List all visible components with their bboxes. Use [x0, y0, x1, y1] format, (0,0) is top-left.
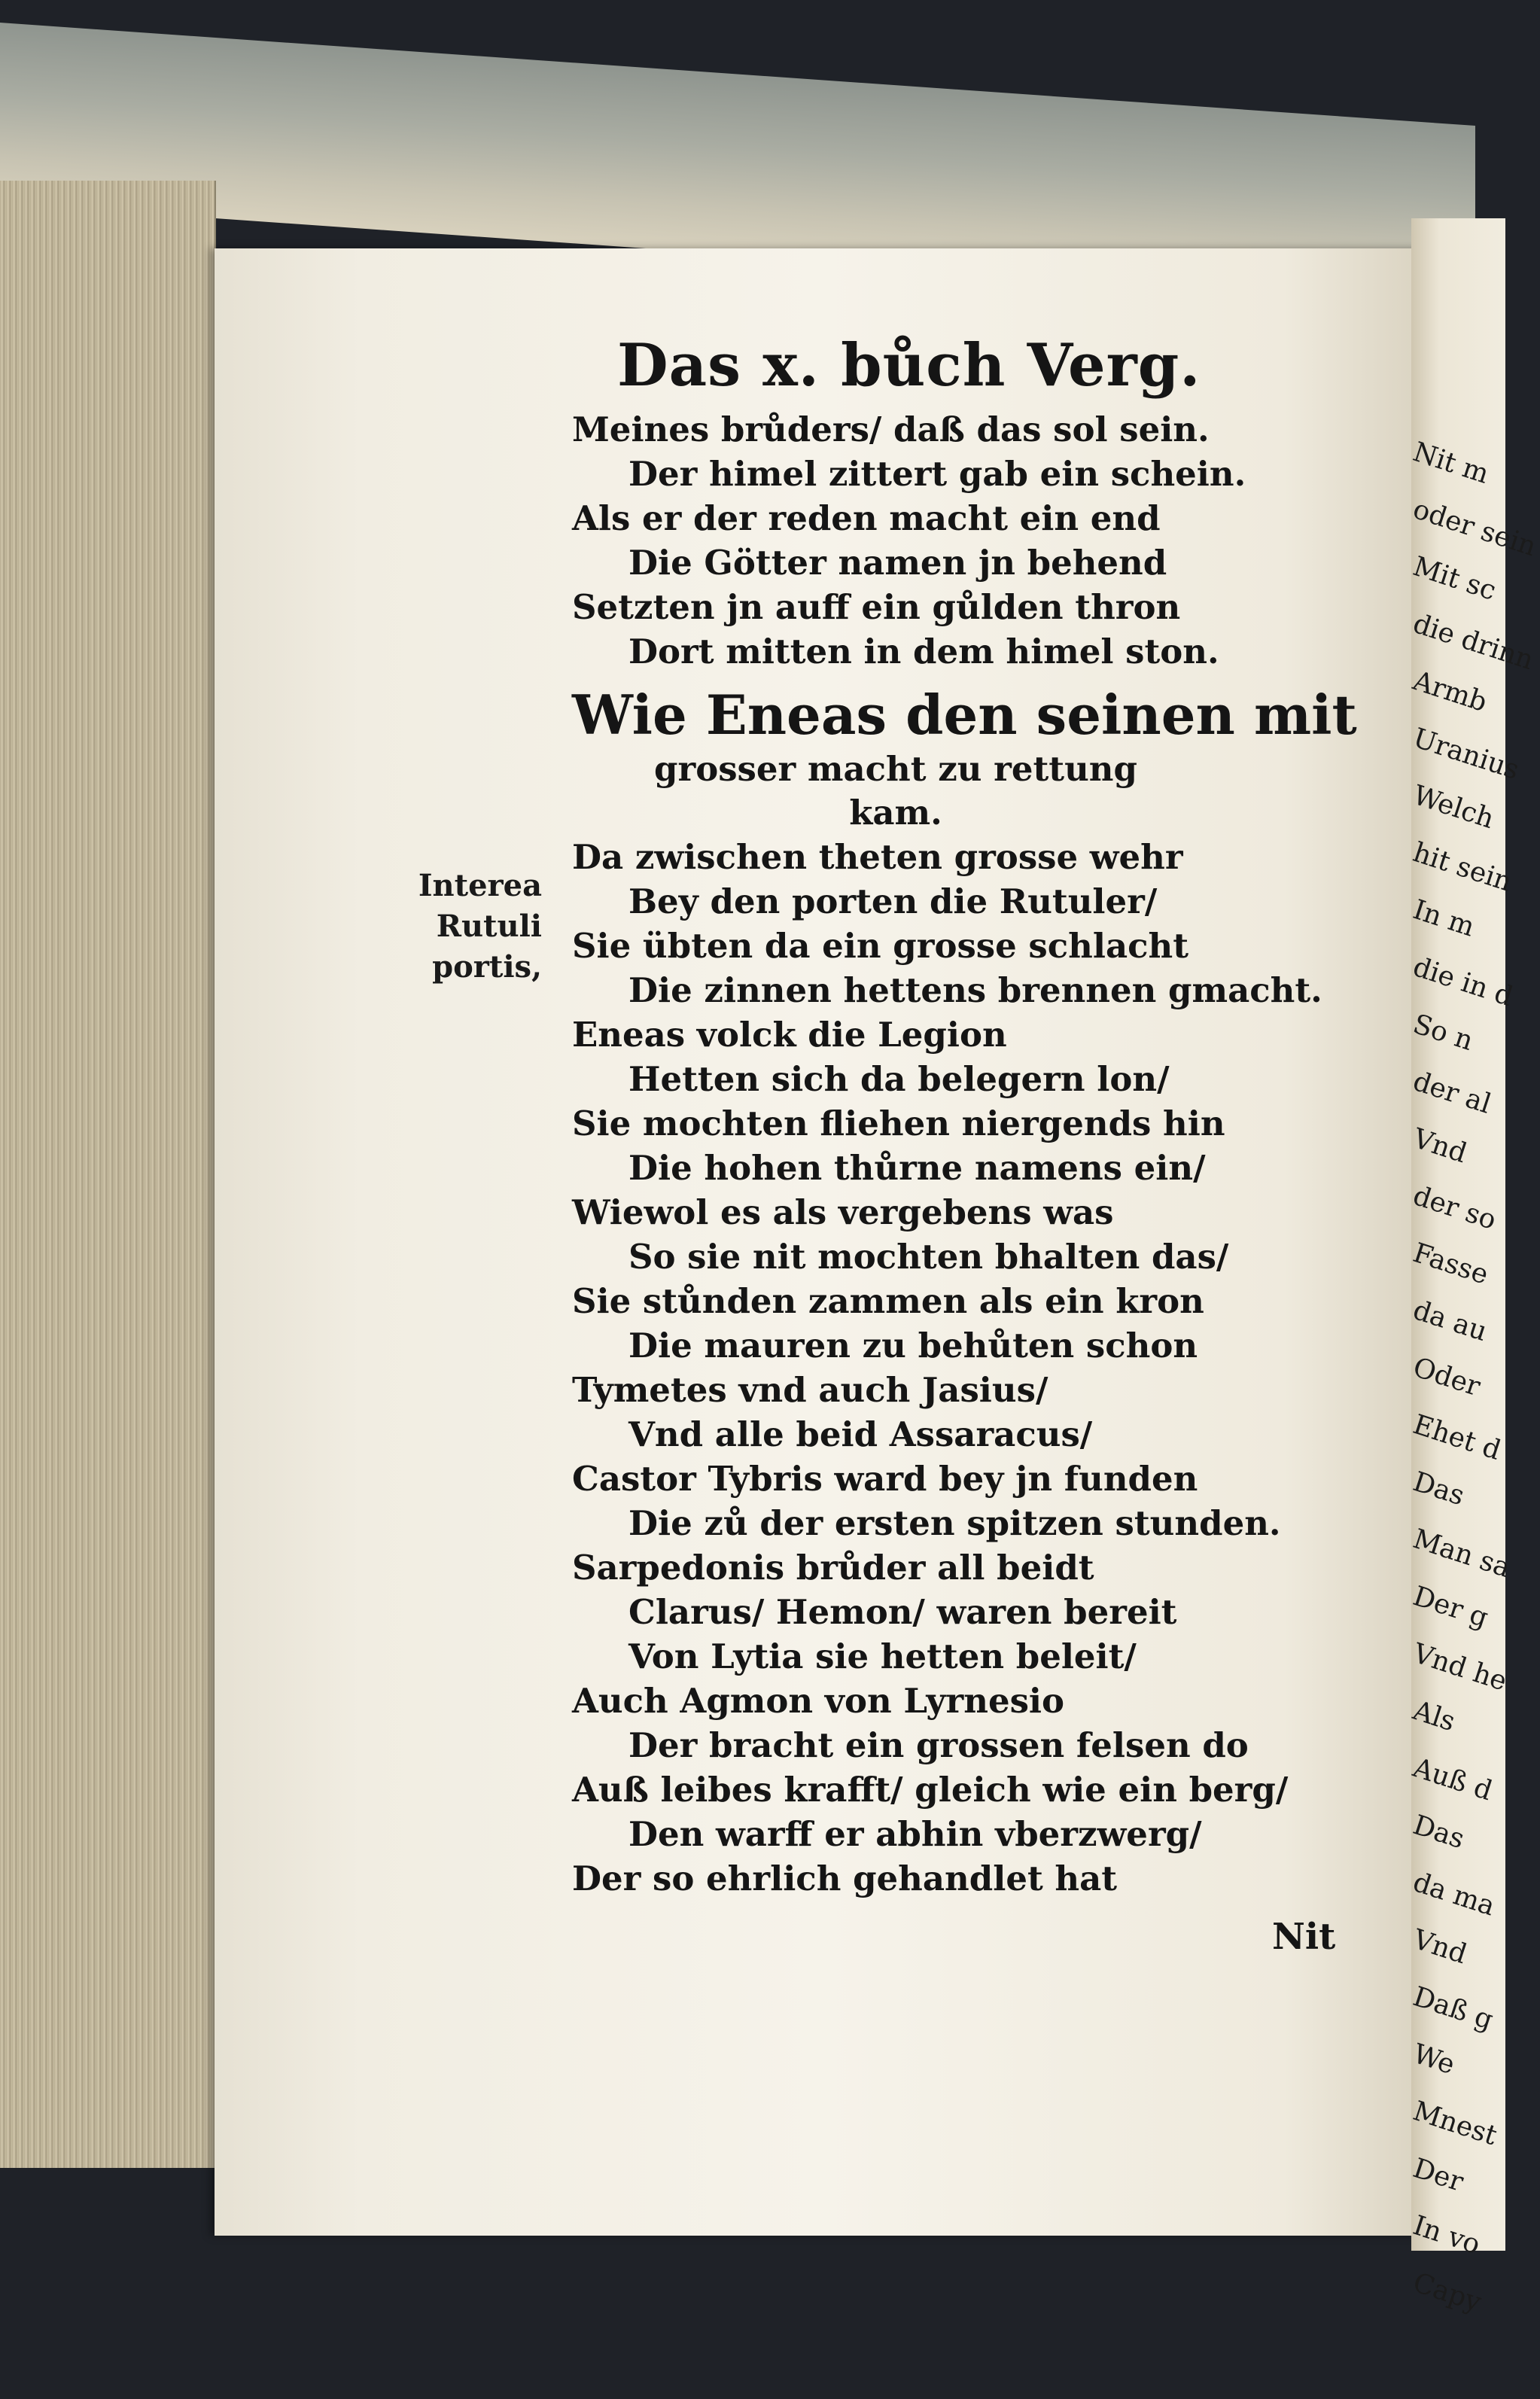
verse-line: Auß leibes krafft/ gleich wie ein berg/ [572, 1770, 1289, 1810]
verse-line: Hetten sich da belegern lon/ [628, 1059, 1170, 1099]
verse-line: Als er der reden macht ein end [572, 498, 1161, 538]
right-page-fragment: Ehet d [1409, 1409, 1505, 1466]
verse-line: Die zů der ersten spitzen stunden. [628, 1503, 1281, 1543]
right-page-fragment: We [1409, 2038, 1459, 2081]
right-page-fragment: Der [1409, 2153, 1468, 2198]
section-subtitle-2: kam. [849, 793, 942, 833]
verse-line: Die mauren zu behůten schon [628, 1326, 1198, 1365]
right-page-fragment: Mit sc [1409, 551, 1500, 607]
right-page-fragment: Das [1409, 1466, 1468, 1512]
verse-line: Da zwischen theten grosse wehr [572, 837, 1183, 877]
verse-line: Dort mitten in dem himel ston. [628, 632, 1219, 671]
right-page-fragment: Capy [1409, 2267, 1485, 2318]
verse-line: Sie mochten fliehen niergends hin [572, 1104, 1225, 1143]
right-page-fragment: der al [1409, 1066, 1495, 1120]
verse-line: Sie stůnden zammen als ein kron [572, 1281, 1204, 1321]
verse-line: Auch Agmon von Lyrnesio [572, 1681, 1065, 1721]
right-page-fragment: Mnest [1409, 2096, 1501, 2152]
page-block-edge [0, 181, 216, 2168]
verse-line: Tymetes vnd auch Jasius/ [572, 1370, 1048, 1410]
verses-main [572, 835, 1370, 1901]
verse-line: Castor Tybris ward bey jn funden [572, 1459, 1198, 1499]
verse-line: Die zinnen hettens brennen gmacht. [628, 970, 1322, 1010]
right-page-fragment: Armb [1409, 665, 1491, 719]
right-page-fragment: Oder [1409, 1352, 1484, 1403]
section-title: Wie Eneas den seinen mit [572, 683, 1357, 747]
right-page-fragment: Auß d [1409, 1752, 1496, 1807]
text-block [572, 331, 1370, 1901]
right-page-fragment: da au [1409, 1295, 1491, 1348]
right-page-fragment: Man sa [1409, 1524, 1514, 1585]
right-page-fragment: Als [1409, 1695, 1459, 1738]
verse-line: Bey den porten die Rutuler/ [628, 881, 1158, 921]
verse-line: Von Lytia sie hetten beleit/ [628, 1636, 1137, 1676]
verse-line: Sarpedonis brůder all beidt [572, 1548, 1094, 1588]
right-page-fragment: oder sein [1409, 494, 1540, 563]
right-page-fragment: Vnd [1409, 1123, 1471, 1170]
verse-line: Wiewol es als vergebens was [572, 1192, 1114, 1232]
running-header: Das x. bůch Verg. [617, 331, 1201, 400]
verse-line: Setzten jn auff ein gůlden thron [572, 587, 1181, 627]
marginal-note-line: Rutuli [436, 909, 542, 944]
verse-line: Eneas volck die Legion [572, 1015, 1007, 1055]
verse-line: Der bracht ein grossen felsen do [628, 1725, 1249, 1765]
right-page-fragment: die in d [1409, 951, 1517, 1013]
right-page-fragment: So n [1409, 1009, 1478, 1058]
right-page-fragment: Vnd he [1409, 1638, 1511, 1697]
verse-line: Die Götter namen jn behend [628, 543, 1167, 583]
verse-line: So sie nit mochten bhalten das/ [628, 1237, 1229, 1277]
marginal-note-line: Interea [418, 868, 542, 903]
right-page-fragment: Fasse [1409, 1238, 1493, 1291]
right-page-fragment: Uranius [1409, 723, 1523, 786]
verse-line: Der himel zittert gab ein schein. [628, 454, 1246, 494]
catchword: Nit [1272, 1916, 1336, 1958]
verse-line: Clarus/ Hemon/ waren bereit [628, 1592, 1177, 1632]
right-page-fragment: hit sein [1409, 837, 1516, 898]
right-page-fragment: Welch [1409, 780, 1498, 836]
right-page-fragment: Der g [1409, 1581, 1492, 1634]
verse-line: Meines brůders/ daß das sol sein. [572, 409, 1210, 449]
right-page-fragment: Nit m [1409, 437, 1493, 490]
right-page-fragment: In m [1409, 894, 1478, 943]
verse-line: Den warff er abhin vberzwerg/ [628, 1814, 1202, 1854]
marginal-note [369, 866, 542, 988]
right-page-fragment: da ma [1409, 1867, 1499, 1923]
verse-line: Die hohen thůrne namens ein/ [628, 1148, 1206, 1188]
verses-top [572, 407, 1370, 674]
right-page-fragment: Daß g [1409, 1981, 1497, 2036]
marginal-note-line: portis, [432, 949, 542, 985]
right-page-fragment: der so [1409, 1180, 1500, 1236]
verse-line: Sie übten da ein grosse schlacht [572, 926, 1189, 966]
verse-line: Vnd alle beid Assaracus/ [628, 1414, 1093, 1454]
right-page-fragment: die drinn [1409, 608, 1538, 677]
right-page-fragment: Das [1409, 1810, 1468, 1856]
right-page [1409, 218, 1540, 2318]
right-page-fragment: In vo [1409, 2210, 1484, 2261]
verse-line: Der so ehrlich gehandlet hat [572, 1859, 1118, 1898]
right-page-fragment: Vnd [1409, 1924, 1471, 1971]
section-subtitle-1: grosser macht zu rettung [654, 749, 1137, 789]
